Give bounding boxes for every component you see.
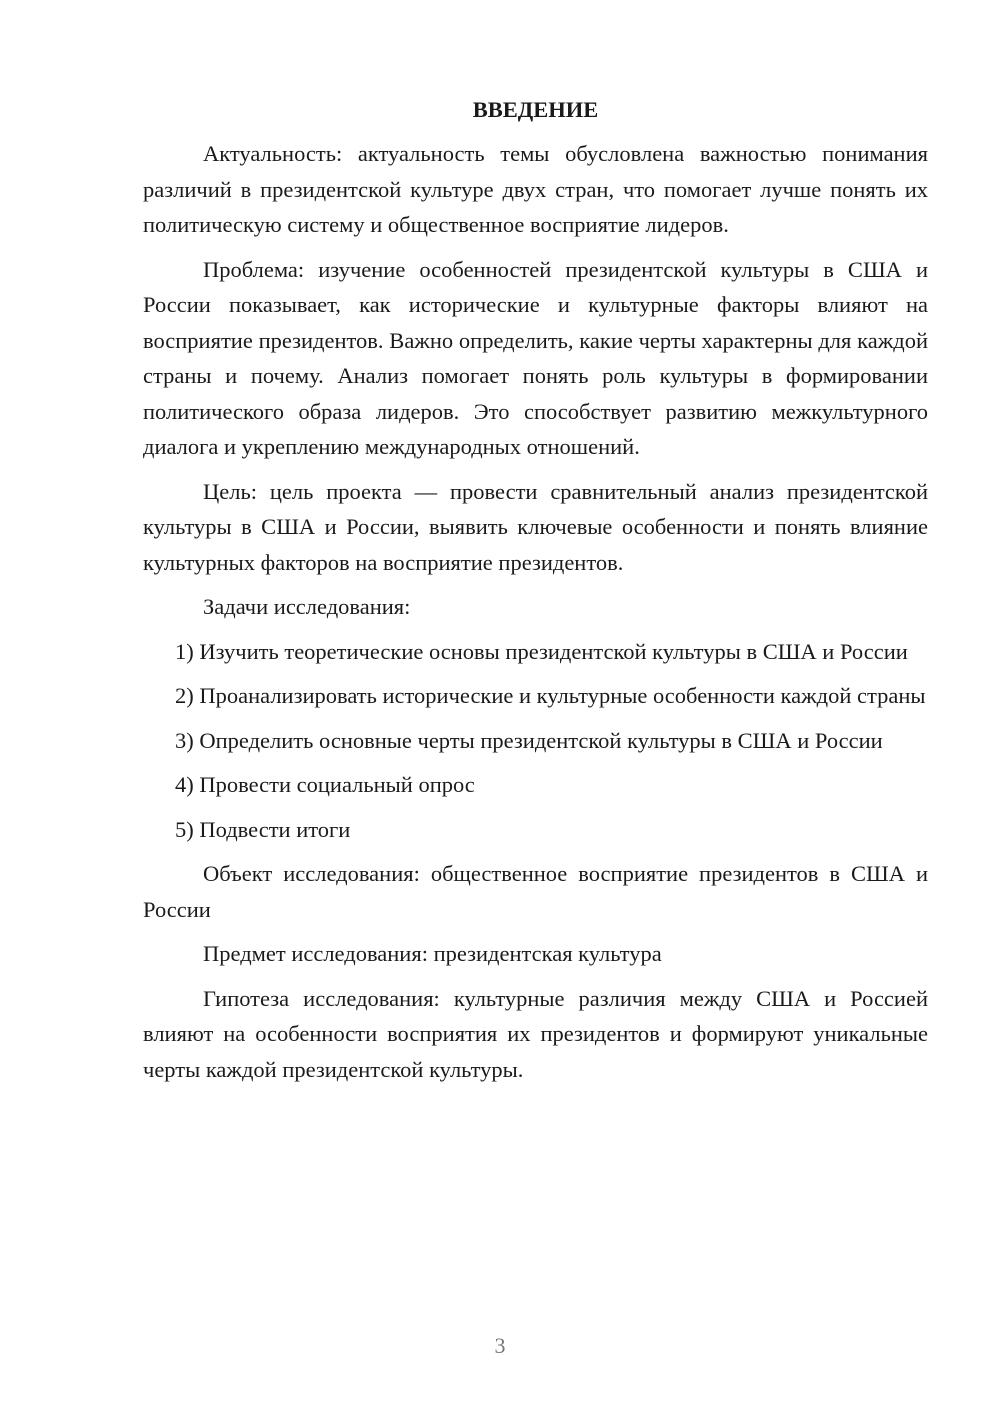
task-item-2: 2) Проанализировать исторические и культурные особенности каждой страны: [175, 683, 926, 708]
object-paragraph: Объект исследования: общественное восприятие президентов в США и России: [143, 861, 928, 922]
tasks-heading: Задачи исследования:: [203, 594, 411, 619]
goal-paragraph: Цель: цель проекта — провести сравнительный анализ президентской культуры в США и России, выявить ключевые особенности и понять влияние культурных факторов на восприятие президентов.: [143, 478, 928, 575]
problem-paragraph: Проблема: изучение особенностей президентской культуры в США и России показывает, как исторические и культурные факторы влияют на восприятие президентов. Важно определить, какие черты характерны для каждой страны и почему. Анализ помогает понять роль культуры в формировании политического образа лидеров. Это способствует развитию межкультурного диалога и укреплению международных отношений.: [143, 256, 928, 459]
hypothesis-paragraph: Гипотеза исследования: культурные различия между США и Россией влияют на особенности восприятия их президентов и формируют уникальные черты каждой президентской культуры.: [143, 985, 928, 1082]
section-title: ВВЕДЕНИЕ: [472, 97, 599, 122]
subject-paragraph: Предмет исследования: президентская культура: [203, 941, 662, 966]
relevance-paragraph: Актуальность: актуальность темы обусловлена важностью понимания различий в президентской культуре двух стран, что помогает лучше понять их политическую систему и общественное восприятие лидеров.: [143, 141, 928, 237]
task-item-5: 5) Подвести итоги: [175, 816, 351, 842]
task-item-3: 3) Определить основные черты президентской культуры в США и России: [175, 727, 883, 753]
page-content: [143, 92, 928, 1096]
task-item-4: 4) Провести социальный опрос: [175, 772, 475, 797]
page-number: 3: [494, 1333, 506, 1358]
task-item-1: 1) Изучить теоретические основы президентской культуры в США и России: [175, 638, 908, 664]
